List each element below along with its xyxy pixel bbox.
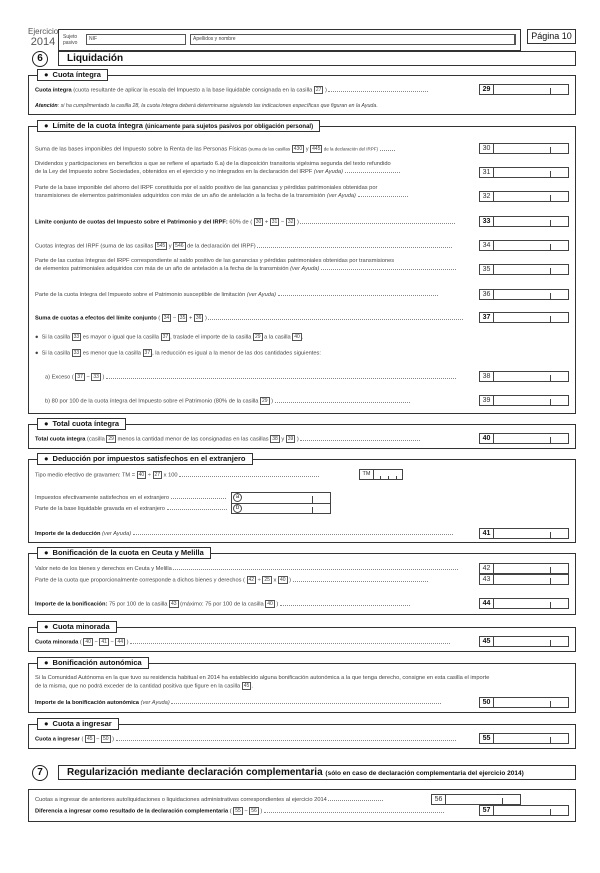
- box-50[interactable]: 50: [479, 697, 569, 708]
- row-tm: Tipo medio efectivo de gravamen: TM = 40 ÷ 27 x 100: [35, 471, 319, 480]
- section-7-title: Regularización mediante declaración complementaria (sólo en caso de declaración complementaria del ejercicio 2014): [58, 765, 576, 780]
- panel-title: ● Bonificación de la cuota en Ceuta y Melilla: [37, 547, 211, 559]
- row-30: Suma de las bases imponibles del Impuesto sobre la Renta de las Personas Físicas (suma de las casillas 430 y 445 de la declaración del IRPF): [35, 145, 395, 154]
- section-6-number: 6: [32, 51, 48, 67]
- box-57[interactable]: 57: [479, 805, 569, 816]
- panel-cuota-minorada: [28, 622, 576, 652]
- row-32: Parte de la base imponible del ahorro del IRPF constituida por el saldo positivo de las ganancias y pérdidas patrimoniales obtenidas por transmisiones de elementos patrimoniales adquiridos con más de un año de antelación a la fecha de la transmisión (ver Ayuda): [35, 184, 408, 200]
- box-a[interactable]: [231, 492, 331, 503]
- box-35[interactable]: 35: [479, 264, 569, 275]
- row-34: Cuotas íntegras del IRPF (suma de las casillas 545 y 546 de la declaración del IRPF): [35, 242, 452, 251]
- row-40: Total cuota íntegra (casilla 29 menos la cantidad menor de las consignadas en las casillas 38 y 39 ): [35, 435, 420, 444]
- row-a: Impuestos efectivamente satisfechos en el extranjero: [35, 494, 226, 502]
- row-39: b) 80 por 100 de la cuota íntegra del Impuesto sobre el Patrimonio (80% de la casilla 29 ): [45, 397, 410, 406]
- circle-a: a: [233, 493, 242, 502]
- circle-b: b: [233, 504, 242, 513]
- box-41[interactable]: 41: [479, 528, 569, 539]
- row-31: Dividendos y participaciones en beneficios a que se refiere el apartado 6.a) de la disposición transitoria vigésima segunda del texto refundido de la Ley del Impuesto sobre Sociedades, obtenidos en el ejercicio y no integrados en la declaración del IRPF (ver Ayuda): [35, 160, 400, 176]
- panel-title: ● Bonificación autonómica: [37, 657, 149, 669]
- panel-ceuta-melilla: [28, 548, 576, 615]
- page-number: Página 10: [527, 29, 576, 44]
- row-55: Cuota a ingresar ( 45 − 50 ): [35, 735, 456, 744]
- panel-cuota-ingresar: [28, 719, 576, 749]
- atencion-note: Atención: si ha cumplimentado la casilla 28, la cuota íntegra deberá determinarse siguiendo las indicaciones específicas que figuran en la Ayuda.: [35, 103, 378, 109]
- row-38: a) Exceso ( 37 − 33 ): [45, 373, 456, 382]
- panel-regularizacion: [28, 789, 576, 822]
- box-34[interactable]: 34: [479, 240, 569, 251]
- box-36[interactable]: 36: [479, 289, 569, 300]
- taxpayer-header: [58, 29, 521, 51]
- nif-field[interactable]: NIF: [86, 34, 186, 45]
- box-37[interactable]: 37: [479, 312, 569, 323]
- row-42: Valor neto de los bienes y derechos en Ceuta y Melilla: [35, 565, 458, 573]
- panel-total-cuota: [28, 419, 576, 449]
- row-29: Cuota íntegra (cuota resultante de aplicar la escala del Impuesto a la base liquidable consignada en la casilla 27 ): [35, 86, 428, 95]
- box-33[interactable]: 33: [479, 216, 569, 227]
- panel-title: ● Límite de la cuota íntegra (únicamente para sujetos pasivos por obligación personal): [37, 120, 320, 132]
- row-45: Cuota minorada ( 40 − 41 − 44 ): [35, 638, 450, 647]
- bullet-1: ● Si la casilla 33 es mayor o igual que la casilla 37 , traslade el importe de la casilla 29 a la casilla 40 .: [35, 334, 304, 341]
- panel-title: ● Cuota íntegra: [37, 69, 108, 81]
- panel-bonificacion-autonomica: [28, 658, 576, 713]
- section-7-number: 7: [32, 765, 48, 781]
- row-35: Parte de las cuotas íntegras del IRPF correspondiente al saldo positivo de las ganancias y pérdidas patrimoniales obtenidas por transmisiones de elementos patrimoniales adquiridos con más de un año de antelación a la fecha de la transmisión (ver Ayuda): [35, 257, 456, 273]
- box-44[interactable]: 44: [479, 598, 569, 609]
- box-45[interactable]: 45: [479, 636, 569, 647]
- box-32[interactable]: 32: [479, 191, 569, 202]
- row-56: Cuotas a ingresar de anteriores autoliquidaciones o liquidaciones administrativas correspondientes al ejercicio 2014: [35, 796, 383, 804]
- box-31[interactable]: 31: [479, 167, 569, 178]
- year-value: 2014: [30, 36, 56, 48]
- row-36: Parte de la cuota íntegra del Impuesto sobre el Patrimonio susceptible de limitación (ver Ayuda): [35, 291, 438, 299]
- box-42[interactable]: 42: [479, 563, 569, 574]
- row-33: Límite conjunto de cuotas del Impuesto sobre el Patrimonio y del IRPF: 60% de ( 30 + 31 − 32 ): [35, 218, 455, 227]
- panel-deduccion: [28, 454, 576, 543]
- box-43[interactable]: 43: [479, 574, 569, 585]
- section-6-title: Liquidación: [58, 51, 576, 66]
- panel-title: ● Total cuota íntegra: [37, 418, 126, 430]
- box-38[interactable]: 38: [479, 371, 569, 382]
- sujeto-pasivo-label: Sujeto pasivo: [63, 34, 78, 46]
- box-tm[interactable]: TM: [359, 469, 403, 480]
- panel-cuota-integra: [28, 70, 576, 115]
- panel-title: ● Cuota minorada: [37, 621, 117, 633]
- row-37: Suma de cuotas a efectos del límite conjunto ( 34 − 35 + 36 ): [35, 314, 463, 323]
- row-57: Diferencia a ingresar como resultado de la declaración complementaria ( 55 − 56 ): [35, 807, 444, 816]
- row-50: Importe de la bonificación autonómica (ver Ayuda): [35, 699, 441, 707]
- bullet-2: ● Si la casilla 33 es menor que la casilla 37 , la reducción es igual a la menor de las dos cantidades siguientes:: [35, 350, 321, 357]
- row-b: Parte de la base liquidable gravada en el extranjero: [35, 505, 227, 513]
- row-43: Parte de la cuota que proporcionalmente corresponde a dichos bienes y derechos ( 42 ÷ 25 x 40 ): [35, 576, 428, 585]
- exercise-label: Ejercicio: [28, 27, 59, 36]
- box-56[interactable]: 56: [431, 794, 521, 805]
- box-39[interactable]: 39: [479, 395, 569, 406]
- box-30[interactable]: 30: [479, 143, 569, 154]
- box-55[interactable]: 55: [479, 733, 569, 744]
- name-field[interactable]: Apellidos y nombre: [190, 34, 516, 45]
- panel-title: ● Deducción por impuestos satisfechos en el extranjero: [37, 453, 253, 465]
- exercise-year: [28, 28, 58, 48]
- row-44: Importe de la bonificación: 75 por 100 de la casilla 43 (máximo: 75 por 100 de la casilla 40 ): [35, 600, 410, 609]
- panel-title: ● Cuota a ingresar: [37, 718, 119, 730]
- autonomica-desc: Si la Comunidad Autónoma en la que tuvo su residencia habitual en 2014 ha establecido alguna bonificación autonómica a la que tenga derecho, consigne en esta casilla el importe de la misma, que no podrá exceder de la cantidad positiva que figure en la casilla 45 .: [35, 675, 490, 690]
- panel-limite: [28, 121, 576, 414]
- row-41: Importe de la deducción (ver Ayuda): [35, 530, 453, 538]
- box-b[interactable]: [231, 503, 331, 514]
- box-29[interactable]: 29: [479, 84, 569, 95]
- box-40[interactable]: 40: [479, 433, 569, 444]
